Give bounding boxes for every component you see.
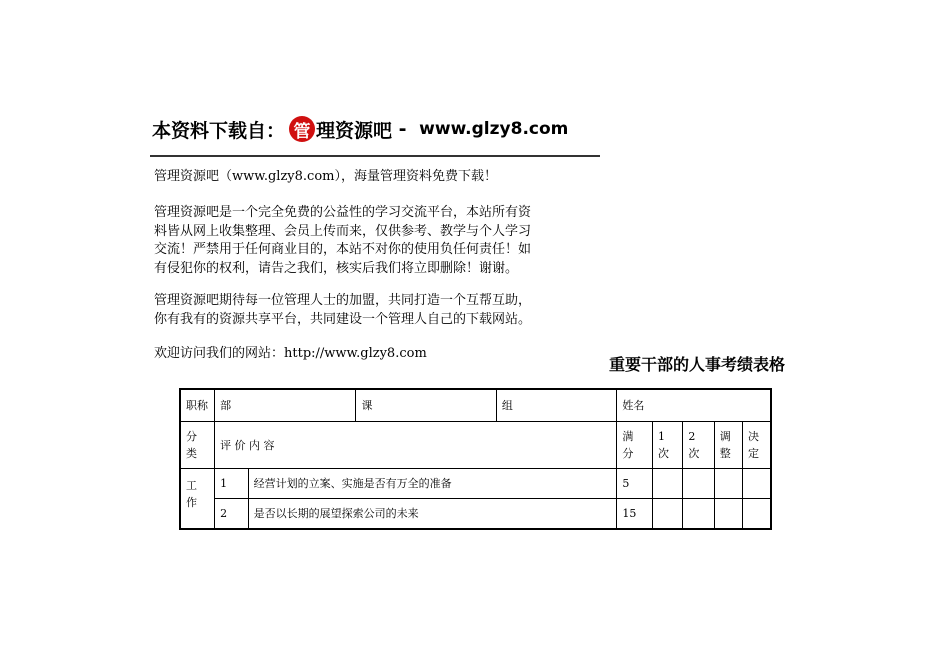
intro-line: 你有我有的资源共享平台，共同建设一个管理人自己的下载网站。: [154, 311, 532, 327]
table-row: [180, 499, 771, 530]
evaluation-table: [179, 388, 772, 530]
name-label-cell: 姓名: [617, 389, 771, 422]
document-title: 重要干部的人事考绩表格: [609, 355, 786, 374]
banner-divider: [150, 155, 600, 157]
category-work-cell: 工 作: [180, 469, 215, 530]
intro-line: 管理资源吧期待每一位管理人士的加盟，共同打造一个互帮互助，: [154, 293, 532, 308]
row-second-cell[interactable]: [683, 469, 714, 499]
adjust-header-cell: 调 整: [714, 422, 742, 469]
row-first-cell[interactable]: [652, 499, 682, 530]
category-header-cell: 分 类: [180, 422, 215, 469]
content-header-cell: 评 价 内 容: [215, 422, 617, 469]
intro-line: 交流！严禁用于任何商业目的，本站不对你的使用负任何责任！如: [154, 242, 532, 258]
intro-paragraph-1: 管理资源吧（www.glzy8.com），海量管理资料免费下载！: [154, 169, 497, 184]
row-number-cell: 2: [215, 499, 249, 530]
source-banner: [152, 114, 600, 144]
group-label-cell: 组: [496, 389, 616, 422]
site-logo-icon: 管: [289, 116, 315, 142]
intro-website-line: 欢迎访问我们的网站：http://www.glzy8.com: [154, 346, 427, 361]
banner-site-name: 理资源吧: [316, 119, 393, 142]
row-adjust-cell[interactable]: [714, 499, 742, 530]
row-decision-cell[interactable]: [743, 499, 771, 530]
row-score-cell: 5: [617, 469, 653, 499]
decision-header-cell: 决 定: [743, 422, 771, 469]
intro-line: 有侵犯你的权利，请告之我们，核实后我们将立即删除！谢谢。: [154, 260, 519, 276]
row-first-cell[interactable]: [652, 469, 682, 499]
banner-separator: -: [392, 118, 414, 140]
first-header-cell: 1 次: [652, 422, 682, 469]
table-header-row: [180, 389, 771, 422]
row-score-cell: 15: [617, 499, 653, 530]
banner-prefix: 本资料下载自：: [152, 119, 286, 142]
title-label-cell: 职称: [180, 389, 215, 422]
row-second-cell[interactable]: [683, 499, 714, 530]
section-label-cell: 课: [356, 389, 496, 422]
row-number-cell: 1: [215, 469, 249, 499]
row-item-cell: 经营计划的立案、实施是否有万全的准备: [248, 469, 617, 499]
row-adjust-cell[interactable]: [714, 469, 742, 499]
banner-url[interactable]: www.glzy8.com: [419, 119, 569, 139]
full-score-header-cell: 满 分: [617, 422, 653, 469]
intro-paragraph-2: [154, 204, 604, 278]
table-row: [180, 469, 771, 499]
row-item-cell: 是否以长期的展望探索公司的未来: [248, 499, 617, 530]
intro-line: 料皆从网上收集整理、会员上传而来，仅供参考、教学与个人学习: [154, 223, 532, 239]
column-header-row: [180, 422, 771, 469]
row-decision-cell[interactable]: [743, 469, 771, 499]
intro-paragraph-3: [154, 292, 604, 329]
second-header-cell: 2 次: [683, 422, 714, 469]
intro-line: 管理资源吧是一个完全免费的公益性的学习交流平台，本站所有资: [154, 205, 532, 220]
dept-label-cell: 部: [215, 389, 356, 422]
